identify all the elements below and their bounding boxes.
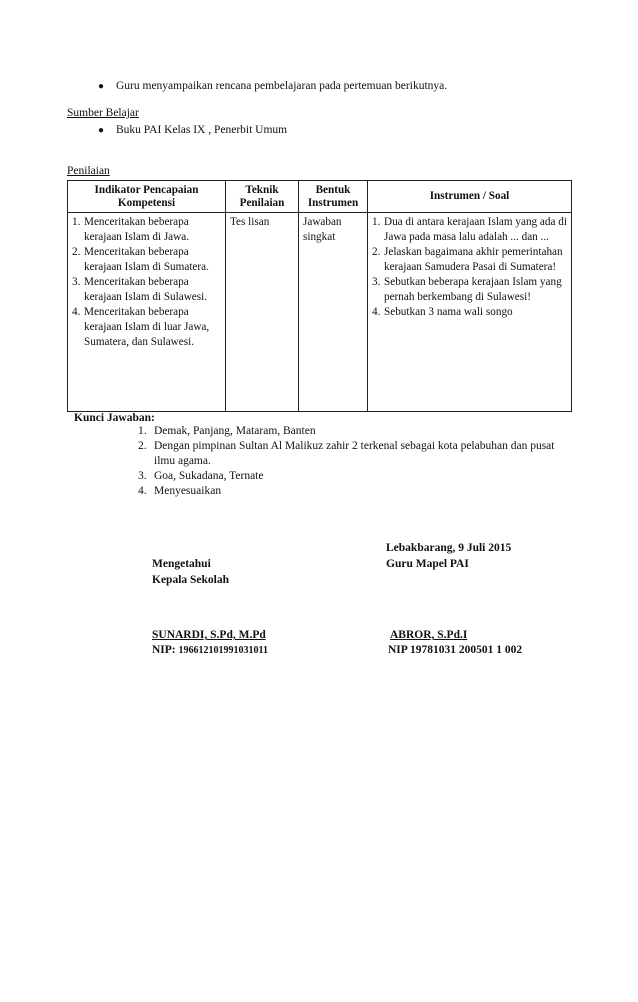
list-item: 4. Sebutkan 3 nama wali songo — [372, 306, 513, 318]
list-item: 2. Dengan pimpinan Sultan Al Malikuz zahir 2 terkenal sebagai kota pelabuhan dan pusat ilmu agama. — [138, 439, 558, 469]
indikator-text: Menceritakan beberapa kerajaan Islam di Jawa. — [84, 216, 189, 243]
right-nip: NIP 19781031 200501 1 002 — [388, 644, 523, 656]
intro-bullet-item — [98, 80, 447, 92]
header-bentuk: Bentuk Instrumen — [299, 181, 368, 213]
list-item: 1. Dua di antara kerajaan Islam yang ada di Jawa pada masa lalu adalah ... dan ... — [372, 216, 567, 243]
soal-text: Dua di antara kerajaan Islam yang ada di Jawa pada masa lalu adalah ... dan ... — [384, 216, 567, 243]
list-item: 2. Menceritakan beberapa kerajaan Islam di Sumatera. — [72, 245, 221, 275]
kunci-text: Demak, Panjang, Mataram, Banten — [154, 425, 316, 437]
list-item: 3. Goa, Sukadana, Ternate — [138, 470, 264, 482]
kunci-text: Dengan pimpinan Sultan Al Malikuz zahir 2 terkenal sebagai kota pelabuhan dan pusat ilmu agama. — [154, 440, 555, 467]
indikator-text: Menceritakan beberapa kerajaan Islam di Sumatera. — [84, 246, 209, 273]
penilaian-heading: Penilaian — [67, 165, 110, 177]
kunci-list — [138, 424, 558, 499]
intro-bullet-text: Guru menyampaikan rencana pembelajaran pada pertemuan berikutnya. — [116, 80, 448, 92]
left-role-2: Kepala Sekolah — [152, 574, 230, 586]
left-signatory-name: SUNARDI, S.Pd, M.Pd — [152, 629, 266, 641]
list-item: 3. Menceritakan beberapa kerajaan Islam di Sulawesi. — [72, 275, 221, 305]
indikator-text: Menceritakan beberapa kerajaan Islam di luar Jawa, Sumatera, dan Sulawesi. — [84, 306, 210, 348]
soal-text: Sebutkan beberapa kerajaan Islam yang pernah berkembang di Sulawesi! — [384, 276, 562, 303]
sumber-item-text: Buku PAI Kelas IX , Penerbit Umum — [116, 124, 288, 136]
header-soal: Instrumen / Soal — [368, 181, 572, 213]
cell-bentuk: Jawaban singkat — [299, 213, 368, 412]
list-item: 2. Jelaskan bagaimana akhir pemerintahan kerajaan Samudera Pasai di Sumatera! — [372, 245, 567, 275]
header-teknik: Teknik Penilaian — [226, 181, 299, 213]
table-row — [68, 213, 572, 412]
left-nip — [152, 642, 268, 659]
cell-teknik: Tes lisan — [226, 213, 299, 412]
left-nip-label: NIP: — [152, 644, 176, 656]
sumber-bullet-item — [98, 124, 287, 136]
cell-soal — [368, 213, 572, 412]
list-item: 4. Menyesuaikan — [138, 485, 222, 497]
header-indikator: Indikator Pencapaian Kompetensi — [68, 181, 226, 213]
soal-text: Jelaskan bagaimana akhir pemerintahan kerajaan Samudera Pasai di Sumatera! — [384, 246, 563, 273]
sumber-heading: Sumber Belajar — [67, 107, 139, 119]
right-role: Guru Mapel PAI — [386, 558, 469, 570]
bullet-icon: ● — [98, 81, 105, 92]
place-date: Lebakbarang, 9 Juli 2015 — [386, 542, 512, 554]
soal-text: Sebutkan 3 nama wali songo — [384, 306, 513, 318]
list-item: 1. Menceritakan beberapa kerajaan Islam di Jawa. — [72, 215, 221, 245]
penilaian-table — [67, 180, 572, 412]
left-nip-value: 196612101991031011 — [178, 645, 268, 656]
kunci-heading: Kunci Jawaban: — [74, 412, 155, 424]
left-role-1: Mengetahui — [152, 558, 211, 570]
list-item: 3. Sebutkan beberapa kerajaan Islam yang pernah berkembang di Sulawesi! — [372, 275, 567, 305]
kunci-text: Menyesuaikan — [154, 485, 222, 497]
table-header-row — [68, 181, 572, 213]
bullet-icon: ● — [98, 125, 105, 136]
indikator-text: Menceritakan beberapa kerajaan Islam di Sulawesi. — [84, 276, 208, 303]
list-item: 4. Menceritakan beberapa kerajaan Islam di luar Jawa, Sumatera, dan Sulawesi. — [72, 305, 221, 350]
cell-indikator — [68, 213, 226, 412]
list-item: 1. Demak, Panjang, Mataram, Banten — [138, 425, 316, 437]
kunci-text: Goa, Sukadana, Ternate — [154, 470, 264, 482]
right-signatory-name: ABROR, S.Pd.I — [390, 629, 468, 641]
